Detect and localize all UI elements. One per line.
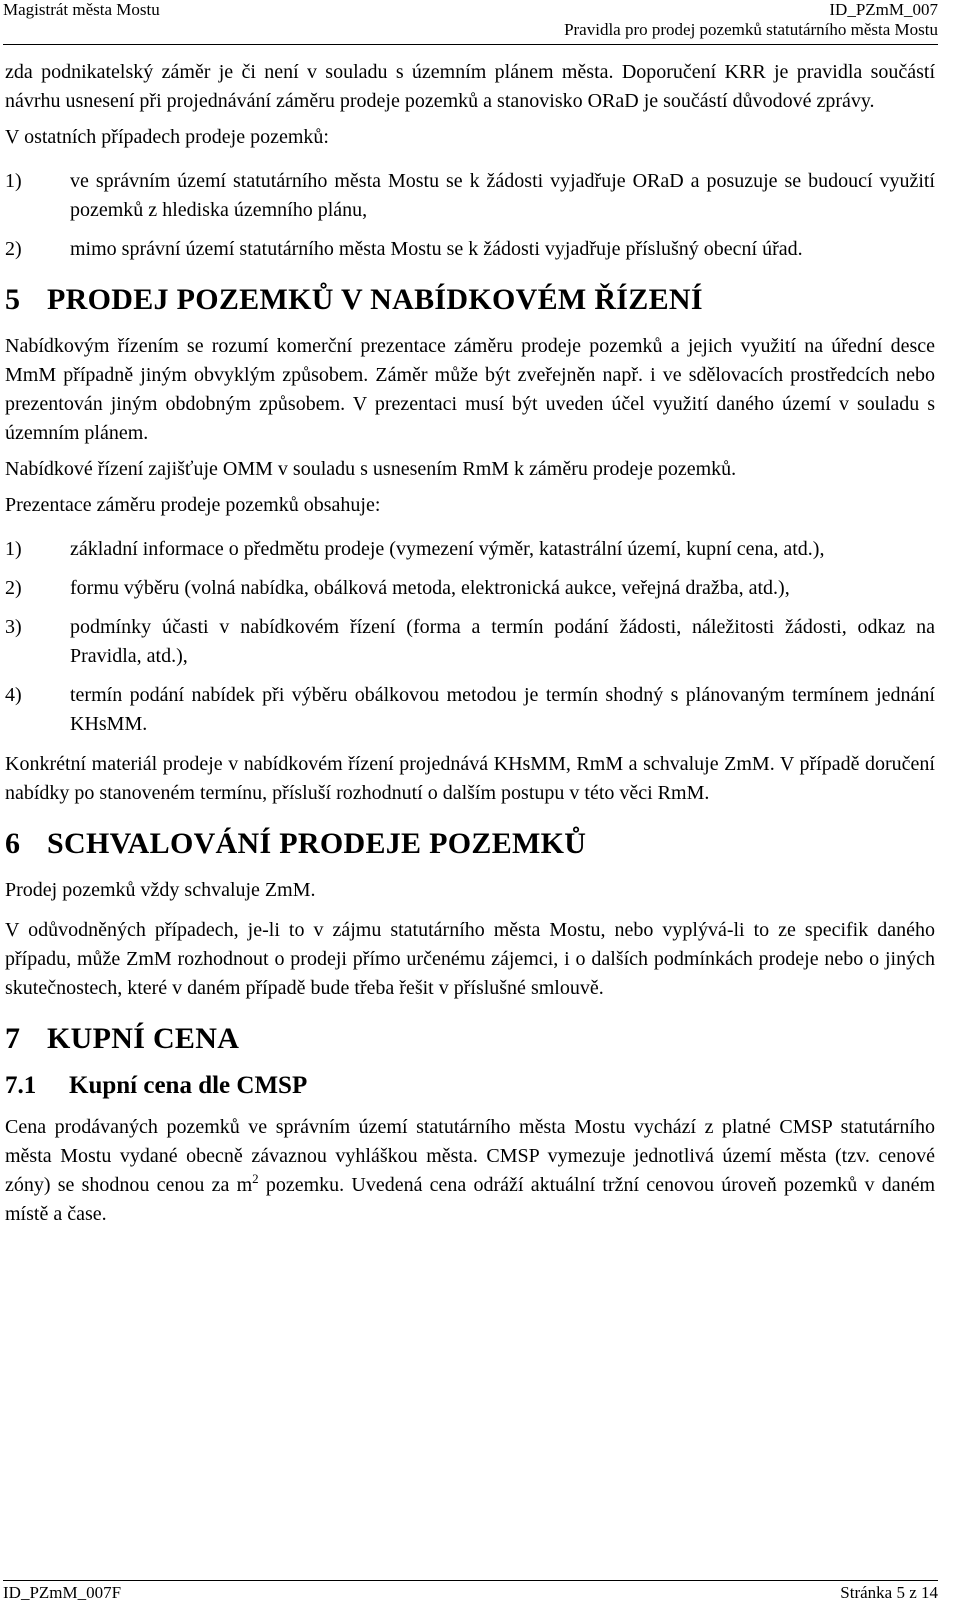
header-doc-id: ID_PZmM_007	[829, 0, 938, 19]
section-title: SCHVALOVÁNÍ PRODEJE POZEMKŮ	[47, 827, 587, 860]
section-title: KUPNÍ CENA	[47, 1022, 240, 1055]
header-doc-title: Pravidla pro prodej pozemků statutárního města Mostu	[564, 20, 938, 39]
paragraph-6-2: V odůvodněných případech, je-li to v zájmu statutárního města Mostu, nebo vyplývá-li to ze specifik daného případu, může ZmM rozhodnout o prodeji přímo určenému zájemci, i o dalších podmínkách prodeje nebo o jiných skutečnostech, které v daném případě bude třeba řešit v příslušné smlouvě.	[5, 919, 935, 999]
section-heading-7	[5, 1021, 935, 1057]
list-item	[5, 681, 935, 739]
header-rule	[3, 44, 938, 45]
list-item-number: 4)	[5, 684, 22, 706]
paragraph-5-3: Prezentace záměru prodeje pozemků obsahuje:	[5, 494, 381, 516]
header-organization: Magistrát města Mostu	[3, 0, 160, 19]
list-item-number: 1)	[5, 170, 22, 192]
list-item-text: formu výběru (volná nabídka, obálková metoda, elektronická aukce, veřejná dražba, atd.),	[70, 577, 790, 599]
list-item-number: 1)	[5, 538, 22, 560]
footer-doc-ref: ID_PZmM_007F	[3, 1583, 122, 1602]
list-item	[5, 574, 935, 603]
list-presentation-contents	[5, 535, 935, 739]
list-item	[5, 235, 935, 264]
superscript-2: 2	[252, 1171, 259, 1186]
list-item-text: ve správním území statutárního města Mostu se k žádosti vyjadřuje ORaD a posuzuje se budoucí využití pozemků z hlediska územního plánu,	[70, 170, 935, 221]
footer-rule	[3, 1580, 938, 1581]
list-item-text: podmínky účasti v nabídkovém řízení (forma a termín podání žádosti, náležitosti žádosti, odkaz na Pravidla, atd.),	[70, 616, 935, 667]
section-number: 6	[5, 827, 21, 860]
paragraph-5-2: Nabídkové řízení zajišťuje OMM v souladu s usnesením RmM k záměru prodeje pozemků.	[5, 458, 737, 480]
page-content	[5, 58, 935, 1229]
list-item-number: 3)	[5, 616, 22, 638]
paragraph-intro: zda podnikatelský záměr je či není v souladu s územním plánem města. Doporučení KRR je pravidla součástí návrhu usnesení při projednávání záměru prodeje pozemků a stanovisko ORaD je součástí důvodové zprávy.	[5, 61, 935, 112]
paragraph-7-1	[5, 1113, 935, 1229]
subsection-title: Kupní cena dle CMSP	[69, 1072, 308, 1099]
footer-page-number: Stránka 5 z 14	[840, 1583, 938, 1602]
paragraph-other-cases: V ostatních případech prodeje pozemků:	[5, 126, 329, 148]
subsection-number: 7.1	[5, 1072, 37, 1099]
list-item-number: 2)	[5, 238, 22, 260]
header-right	[564, 0, 938, 40]
list-item-number: 2)	[5, 577, 22, 599]
section-title: PRODEJ POZEMKŮ V NABÍDKOVÉM ŘÍZENÍ	[47, 283, 703, 316]
list-item	[5, 535, 935, 564]
paragraph-7-1-part-b: pozemku. Uvedená cena odráží aktuální tržní cenovou úroveň pozemků v daném místě a čase.	[5, 1174, 935, 1225]
list-item-text: základní informace o předmětu prodeje (vymezení výměr, katastrální území, kupní cena, atd.),	[70, 538, 825, 560]
subsection-heading-7-1	[5, 1071, 935, 1101]
section-number: 7	[5, 1022, 21, 1055]
paragraph-6-1: Prodej pozemků vždy schvaluje ZmM.	[5, 879, 316, 901]
paragraph-5-4: Konkrétní materiál prodeje v nabídkovém řízení projednává KHsMM, RmM a schvaluje ZmM. V případě doručení nabídky po stanoveném termínu, přísluší rozhodnutí o dalším postupu v této věci RmM.	[5, 753, 935, 804]
section-heading-6	[5, 826, 935, 862]
paragraph-5-1: Nabídkovým řízením se rozumí komerční prezentace záměru prodeje pozemků a jejich využití na úřední desce MmM případně jiným obvyklým způsobem. Záměr může být zveřejněn např. i ve sdělovacích prostředcích nebo prezentován jiným obdobným způsobem. V prezentaci musí být uveden účel využití daného území v souladu s územním plánem.	[5, 335, 935, 444]
list-item	[5, 167, 935, 225]
paragraph-7-1-part-a: Cena prodávaných pozemků ve správním území statutárního města Mostu vychází z platné CMSP statutárního města Mostu vydané obecně závaznou vyhláškou města. CMSP vymezuje jednotlivá území města (tzv. cenové zóny) se shodnou cenou za m	[5, 1116, 935, 1196]
section-number: 5	[5, 283, 21, 316]
list-item-text: termín podání nabídek při výběru obálkovou metodou je termín shodný s plánovaným termínem jednání KHsMM.	[70, 684, 935, 735]
section-heading-5	[5, 282, 935, 318]
list-item-text: mimo správní území statutárního města Mostu se k žádosti vyjadřuje příslušný obecní úřad.	[70, 238, 803, 260]
list-other-cases	[5, 167, 935, 264]
list-item	[5, 613, 935, 671]
